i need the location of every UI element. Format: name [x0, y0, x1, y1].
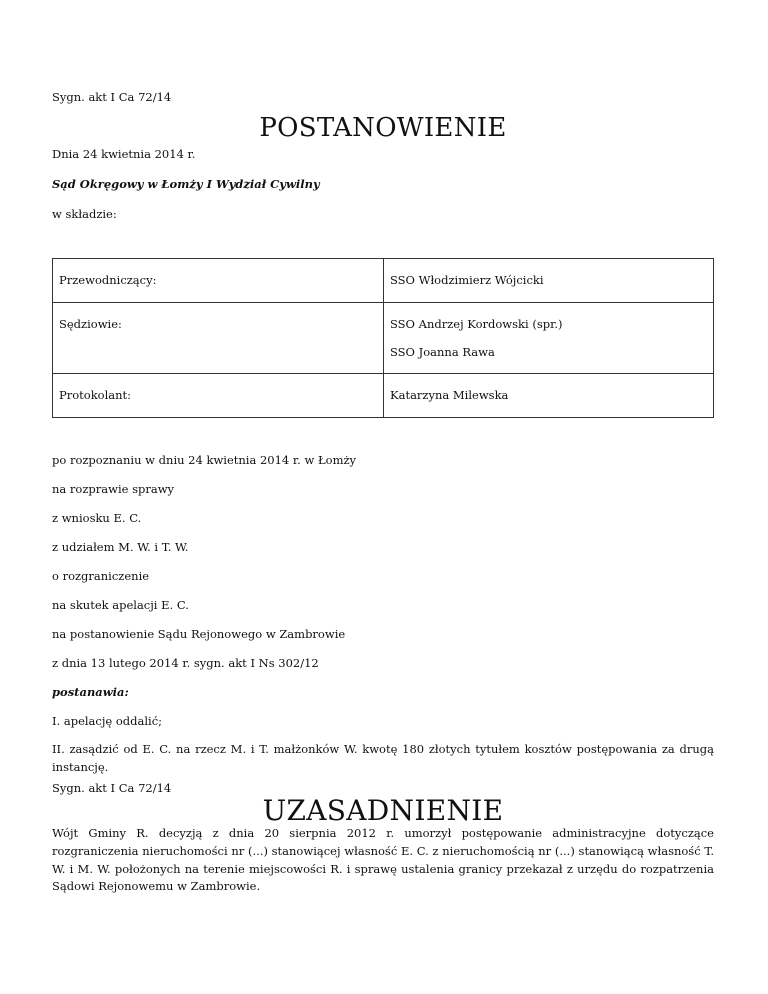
justification-title: UZASADNIENIE: [262, 794, 504, 827]
table-row: [53, 302, 714, 374]
proceedings-line: o rozgraniczenie: [52, 569, 150, 583]
composition-intro: w składzie:: [52, 207, 117, 221]
chair-label: Przewodniczący:: [53, 259, 384, 303]
judges-cell: [384, 302, 714, 374]
case-signature: Sygn. akt I Ca 72/14: [52, 90, 172, 104]
court-composition-table: [52, 258, 714, 418]
ruling-point: II. zasądzić od E. C. na rzecz M. i T. małżonków W. kwotę 180 złotych tytułem kosztów postępowania za drugą instancję.: [52, 742, 714, 774]
ruling-point: I. apelację oddalić;: [52, 714, 163, 728]
proceedings-line: z udziałem M. W. i T. W.: [52, 540, 189, 554]
proceedings-line: z dnia 13 lutego 2014 r. sygn. akt I Ns 302/12: [52, 656, 319, 670]
proceedings-line: na rozprawie sprawy: [52, 482, 175, 496]
ruling-heading: postanawia:: [52, 685, 129, 699]
proceedings-line: z wniosku E. C.: [52, 511, 142, 525]
court-name: Sąd Okręgowy w Łomży I Wydział Cywilny: [52, 177, 320, 191]
proceedings-line: na postanowienie Sądu Rejonowego w Zambrowie: [52, 627, 346, 641]
clerk-label: Protokolant:: [53, 374, 384, 418]
clerk-name: Katarzyna Milewska: [384, 374, 714, 418]
judge-name: SSO Joanna Rawa: [390, 344, 495, 359]
judge-name: SSO Andrzej Kordowski (spr.): [390, 316, 563, 331]
judges-label: Sędziowie:: [53, 302, 384, 374]
justification-paragraph: Wójt Gminy R. decyzją z dnia 20 sierpnia 2012 r. umorzył postępowanie administracyjne dotyczące rozgraniczenia nieruchomości nr (...) stanowiącej własność E. C. z nieruchomością nr (...) stanowiącą własność T. W. i M. W. położonych na terenie miejscowości R. i sprawę ustalenia granicy przekazał z urzędu do rozpatrzenia Sądowi Rejonowemu w Zambrowie.: [52, 826, 714, 894]
proceedings-line: na skutek apelacji E. C.: [52, 598, 189, 612]
table-row: [53, 374, 714, 418]
ruling-date: Dnia 24 kwietnia 2014 r.: [52, 147, 196, 161]
table-row: [53, 259, 714, 303]
document-title: POSTANOWIENIE: [259, 113, 507, 143]
proceedings-line: po rozpoznaniu w dniu 24 kwietnia 2014 r. w Łomży: [52, 453, 357, 467]
chair-name: SSO Włodzimierz Wójcicki: [384, 259, 714, 303]
justification-case-signature: Sygn. akt I Ca 72/14: [52, 781, 172, 795]
